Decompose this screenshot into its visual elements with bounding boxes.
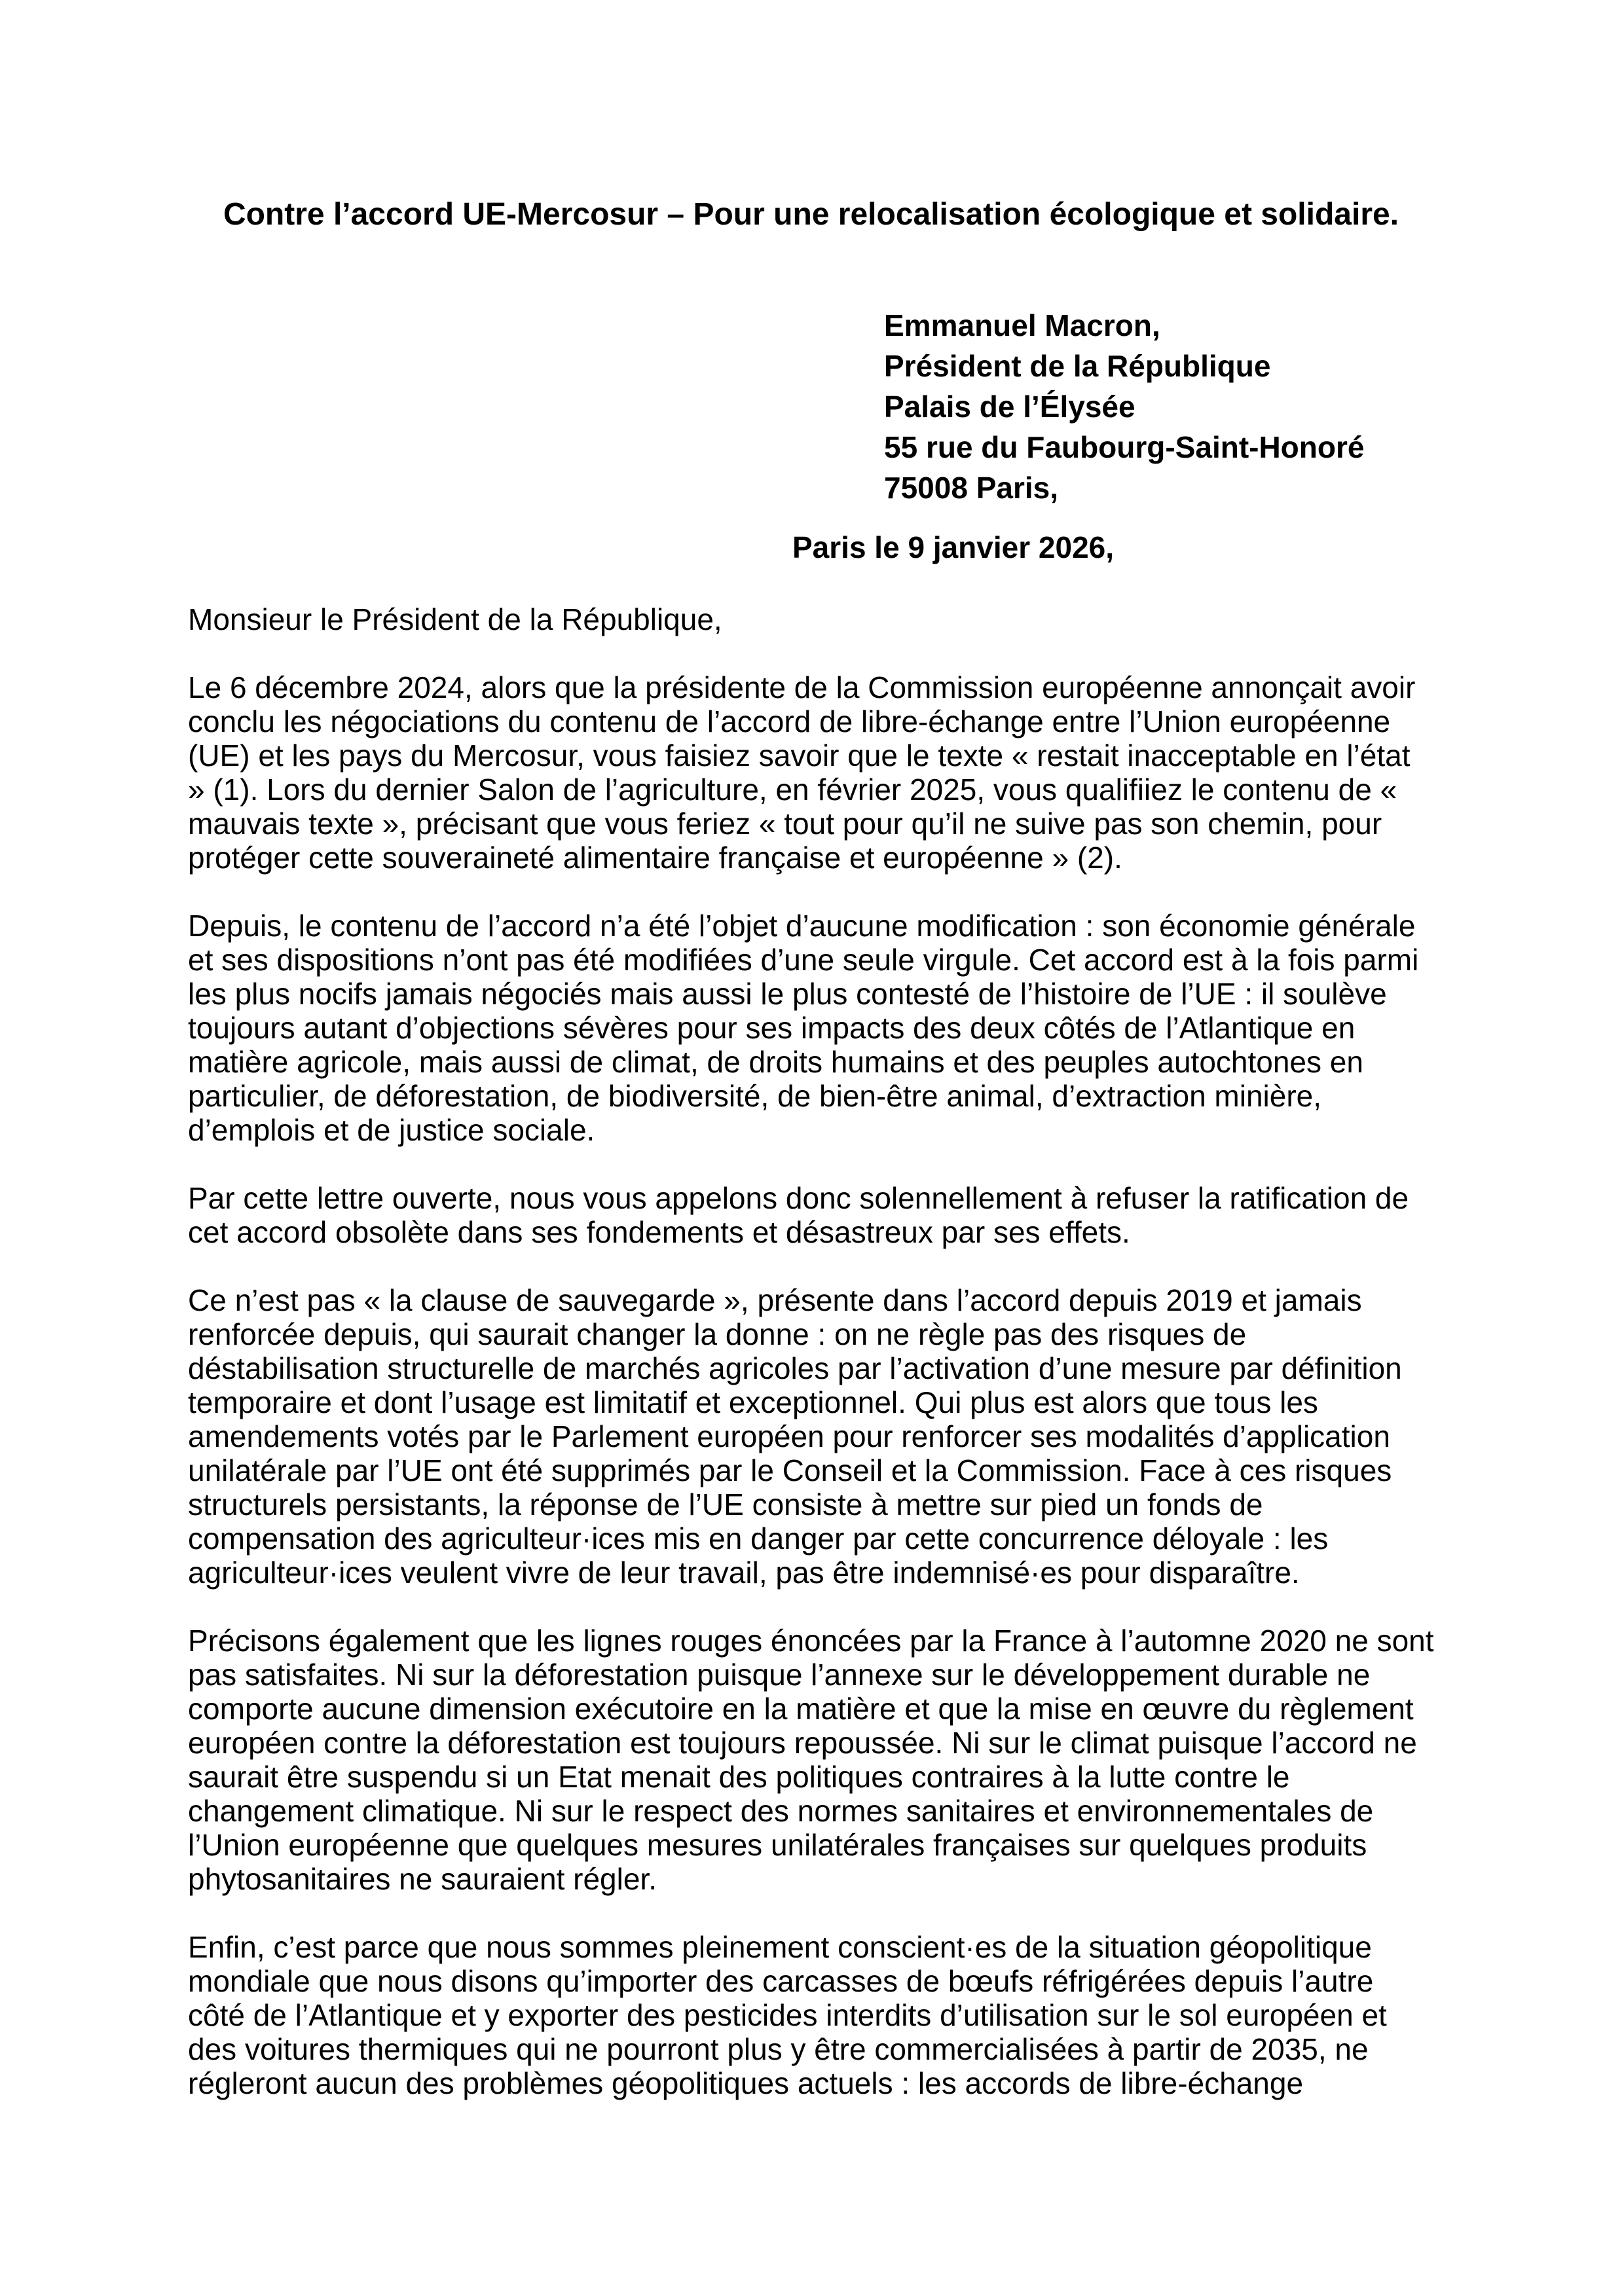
paragraph: Le 6 décembre 2024, alors que la présidente de la Commission européenne annonçait avoir conclu les négociations du contenu de l’accord de libre-échange entre l’Union européenne (UE) et les pays du Mercosur, vous faisiez savoir que le texte « restait inacceptable en l’état » (1). Lors du dernier Salon de l’agriculture, en février 2025, vous qualifiiez le contenu de « mauvais texte », précisant que vous feriez « tout pour qu’il ne suive pas son chemin, pour protéger cette souveraineté alimentaire française et européenne » (2). xyxy=(188,670,1416,875)
address-line: 55 rue du Faubourg-Saint-Honoré xyxy=(884,430,1365,464)
address-line: Emmanuel Macron, xyxy=(884,308,1160,342)
letter-title: Contre l’accord UE-Mercosur – Pour une relocalisation écologique et solidaire. xyxy=(223,197,1399,232)
address-line: Palais de l’Élysée xyxy=(884,390,1135,424)
recipient-address xyxy=(884,305,1434,508)
address-line: Président de la République xyxy=(884,349,1271,383)
address-line: 75008 Paris, xyxy=(884,471,1059,505)
paragraph: Depuis, le contenu de l’accord n’a été l’objet d’aucune modification : son économie générale et ses dispositions n’ont pas été modifiées d’une seule virgule. Cet accord est à la fois parmi les plus nocifs jamais négociés mais aussi le plus contesté de l’histoire de l’UE : il soulève toujours autant d’objections sévères pour ses impacts des deux côtés de l’Atlantique en matière agricole, mais aussi de climat, de droits humains et des peuples autochtones en particulier, de déforestation, de biodiversité, de bien-être animal, d’extraction minière, d’emplois et de justice sociale. xyxy=(188,909,1419,1147)
paragraph: Par cette lettre ouverte, nous vous appelons donc solennellement à refuser la ratification de cet accord obsolète dans ses fondements et désastreux par ses effets. xyxy=(188,1181,1409,1249)
paragraph: Enfin, c’est parce que nous sommes pleinement conscient·es de la situation géopolitique mondiale que nous disons qu’importer des carcasses de bœufs réfrigérées depuis l’autre côté de l’Atlantique et y exporter des pesticides interdits d’utilisation sur le sol européen et des voitures thermiques qui ne pourront plus y être commercialisées à partir de 2035, ne régleront aucun des problèmes géopolitiques actuels : les accords de libre-échange xyxy=(188,1930,1387,2100)
salutation: Monsieur le Président de la République, xyxy=(188,602,722,636)
paragraph: Ce n’est pas « la clause de sauvegarde », présente dans l’accord depuis 2019 et jamais renforcée depuis, qui saurait changer la donne : on ne règle pas des risques de déstabilisation structurelle de marchés agricoles par l’activation d’une mesure par définition temporaire et dont l’usage est limitatif et exceptionnel. Qui plus est alors que tous les amendements votés par le Parlement européen pour renforcer ses modalités d’application unilatérale par l’UE ont été supprimés par le Conseil et la Commission. Face à ces risques structurels persistants, la réponse de l’UE consiste à mettre sur pied un fonds de compensation des agriculteur·ices mis en danger par cette concurrence déloyale : les agriculteur·ices veulent vivre de leur travail, pas être indemnisé·es pour disparaître. xyxy=(188,1283,1402,1590)
paragraph: Précisons également que les lignes rouges énoncées par la France à l’automne 2020 ne sont pas satisfaites. Ni sur la déforestation puisque l’annexe sur le développement durable ne comporte aucune dimension exécutoire en la matière et que la mise en œuvre du règlement européen contre la déforestation est toujours repoussée. Ni sur le climat puisque l’accord ne saurait être suspendu si un Etat menait des politiques contraires à la lutte contre le changement climatique. Ni sur le respect des normes sanitaires et environnementales de l’Union européenne que quelques mesures unilatérales françaises sur quelques produits phytosanitaires ne sauraient régler. xyxy=(188,1624,1434,1896)
date-line: Paris le 9 janvier 2026, xyxy=(792,530,1115,564)
